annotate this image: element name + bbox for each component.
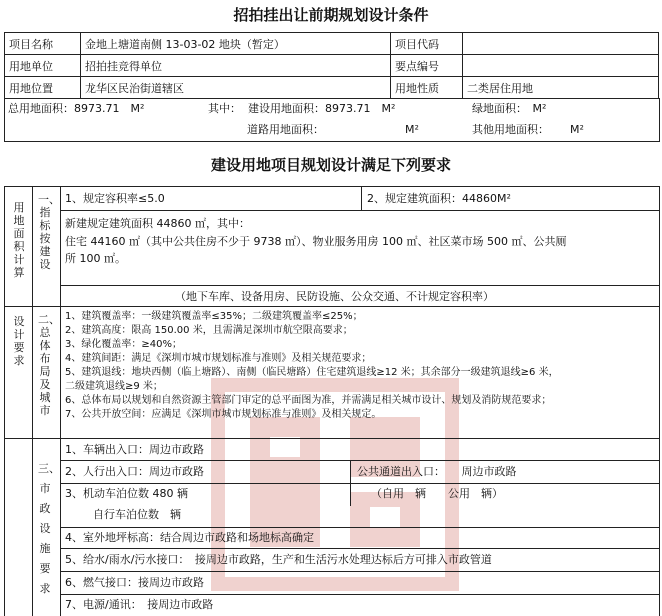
layout-item-2: 2、建筑高度：限高 150.00 米，且需满足深圳市航空限高要求； bbox=[65, 325, 353, 336]
land-nature-value: 二类居住用地 bbox=[463, 77, 659, 99]
project-name-label: 项目名称 bbox=[5, 33, 81, 55]
layout-item-6: 6、总体布局以规划和自然资源主管部门审定的总平面图为准，并需满足相关城市设计、规划及消防规范要求； bbox=[65, 395, 552, 406]
gas-interface: 6、燃气接口：接周边市政路 bbox=[65, 576, 204, 589]
section-title: 建设用地项目规划设计满足下列要求 bbox=[210, 156, 451, 174]
area-row bbox=[4, 98, 660, 119]
elevation: 4、室外地坪标高：结合周边市政路和场地标高确定 bbox=[65, 531, 314, 544]
layout-label: 二、总体布局及城市 bbox=[38, 313, 60, 417]
pedestrian-entry: 2、人行出入口：周边市政路 bbox=[65, 465, 204, 478]
land-location-value: 龙华区民治街道辖区 bbox=[81, 77, 391, 99]
bike-parking: 自行车泊位数 辆 bbox=[93, 508, 181, 521]
basic-info-table bbox=[4, 32, 659, 99]
public-passage: 公共通道出入口： 周边市政路 bbox=[357, 465, 517, 478]
design-req-label: 设计要求 bbox=[13, 315, 25, 367]
project-code-value bbox=[463, 33, 659, 55]
power-interface: 7、电源/通讯： 接周边市政路 bbox=[65, 598, 214, 611]
layout-item-5: 5、建筑退线：地块西侧（临上塘路）、南侧（临民塘路）住宅建筑退线≥12 米；其余部分一级建筑退线≥6 米， bbox=[65, 367, 559, 378]
layout-item-3: 3、绿化覆盖率：≥40%； bbox=[65, 339, 182, 350]
indicator-note: （地下车库、设备用房、民防设施、公众交通、不计规定容积率） bbox=[175, 290, 494, 303]
other-area-label: 其他用地面积： bbox=[472, 123, 549, 136]
table-row bbox=[5, 77, 659, 99]
layout-item-7: 7、公共开放空间：应满足《深圳市城市规划标准与准则》及相关规定。 bbox=[65, 409, 382, 420]
land-unit-label: 用地单位 bbox=[5, 55, 81, 77]
parking-split: （自用 辆 公用 辆） bbox=[371, 487, 503, 500]
municipal-label: 三、市政设施要求 bbox=[38, 462, 60, 595]
layout-item-4: 4、建筑间距：满足《深圳市城市规划标准与准则》及相关规范要求； bbox=[65, 353, 372, 364]
vehicle-entry: 1、车辆出入口：周边市政路 bbox=[65, 443, 204, 456]
table-row bbox=[5, 33, 659, 55]
land-nature-label: 用地性质 bbox=[391, 77, 463, 99]
detail-line-2: 住宅 44160 ㎡（其中公共住房不少于 9738 ㎡）、物业服务用房 100 ㎡、社区菜市场 500 ㎡、公共厕 bbox=[65, 235, 567, 248]
layout-item-5-cont: 二级建筑退线≥9 米； bbox=[65, 381, 163, 392]
road-area-unit: M² bbox=[405, 123, 419, 136]
green-area: 绿地面积： M² bbox=[472, 102, 547, 115]
parking: 3、机动车泊位数 480 辆 bbox=[65, 487, 188, 500]
project-code-label: 项目代码 bbox=[391, 33, 463, 55]
water-interface: 5、给水/雨水/污水接口： 接周边市政路，生产和生活污水处理达标后方可排入市政管道 bbox=[65, 553, 492, 566]
layout-item-1: 1、建筑覆盖率：一级建筑覆盖率≤35%；二级建筑覆盖率≤25%； bbox=[65, 311, 363, 322]
detail-line-3: 所 100 ㎡。 bbox=[65, 252, 126, 265]
elements-code-value bbox=[463, 55, 659, 77]
land-unit-value: 招拍挂竞得单位 bbox=[81, 55, 391, 77]
document-title: 招拍挂出让前期规划设计条件 bbox=[233, 6, 429, 24]
requirements-frame bbox=[4, 186, 660, 616]
area-row-2 bbox=[4, 119, 660, 142]
far-text: 1、规定容积率≤5.0 bbox=[65, 192, 165, 205]
floor-area-text: 2、规定建筑面积：44860M² bbox=[367, 192, 511, 205]
total-area: 总用地面积：8973.71 M² bbox=[8, 102, 145, 115]
road-area-label: 道路用地面积： bbox=[247, 123, 324, 136]
other-area-unit: M² bbox=[570, 123, 584, 136]
land-area-calc-label: 用地面积计算 bbox=[13, 201, 25, 279]
indicator-label: 一、指标按建设 bbox=[38, 193, 60, 271]
land-location-label: 用地位置 bbox=[5, 77, 81, 99]
table-row bbox=[5, 55, 659, 77]
building-area: 建设用地面积：8973.71 M² bbox=[248, 102, 396, 115]
project-name-value: 金地上塘道南侧 13-03-02 地块（暂定） bbox=[81, 33, 391, 55]
detail-line-1: 新建规定建筑面积 44860 ㎡，其中： bbox=[65, 217, 250, 230]
among-label: 其中： bbox=[208, 102, 241, 115]
elements-code-label: 要点编号 bbox=[391, 55, 463, 77]
